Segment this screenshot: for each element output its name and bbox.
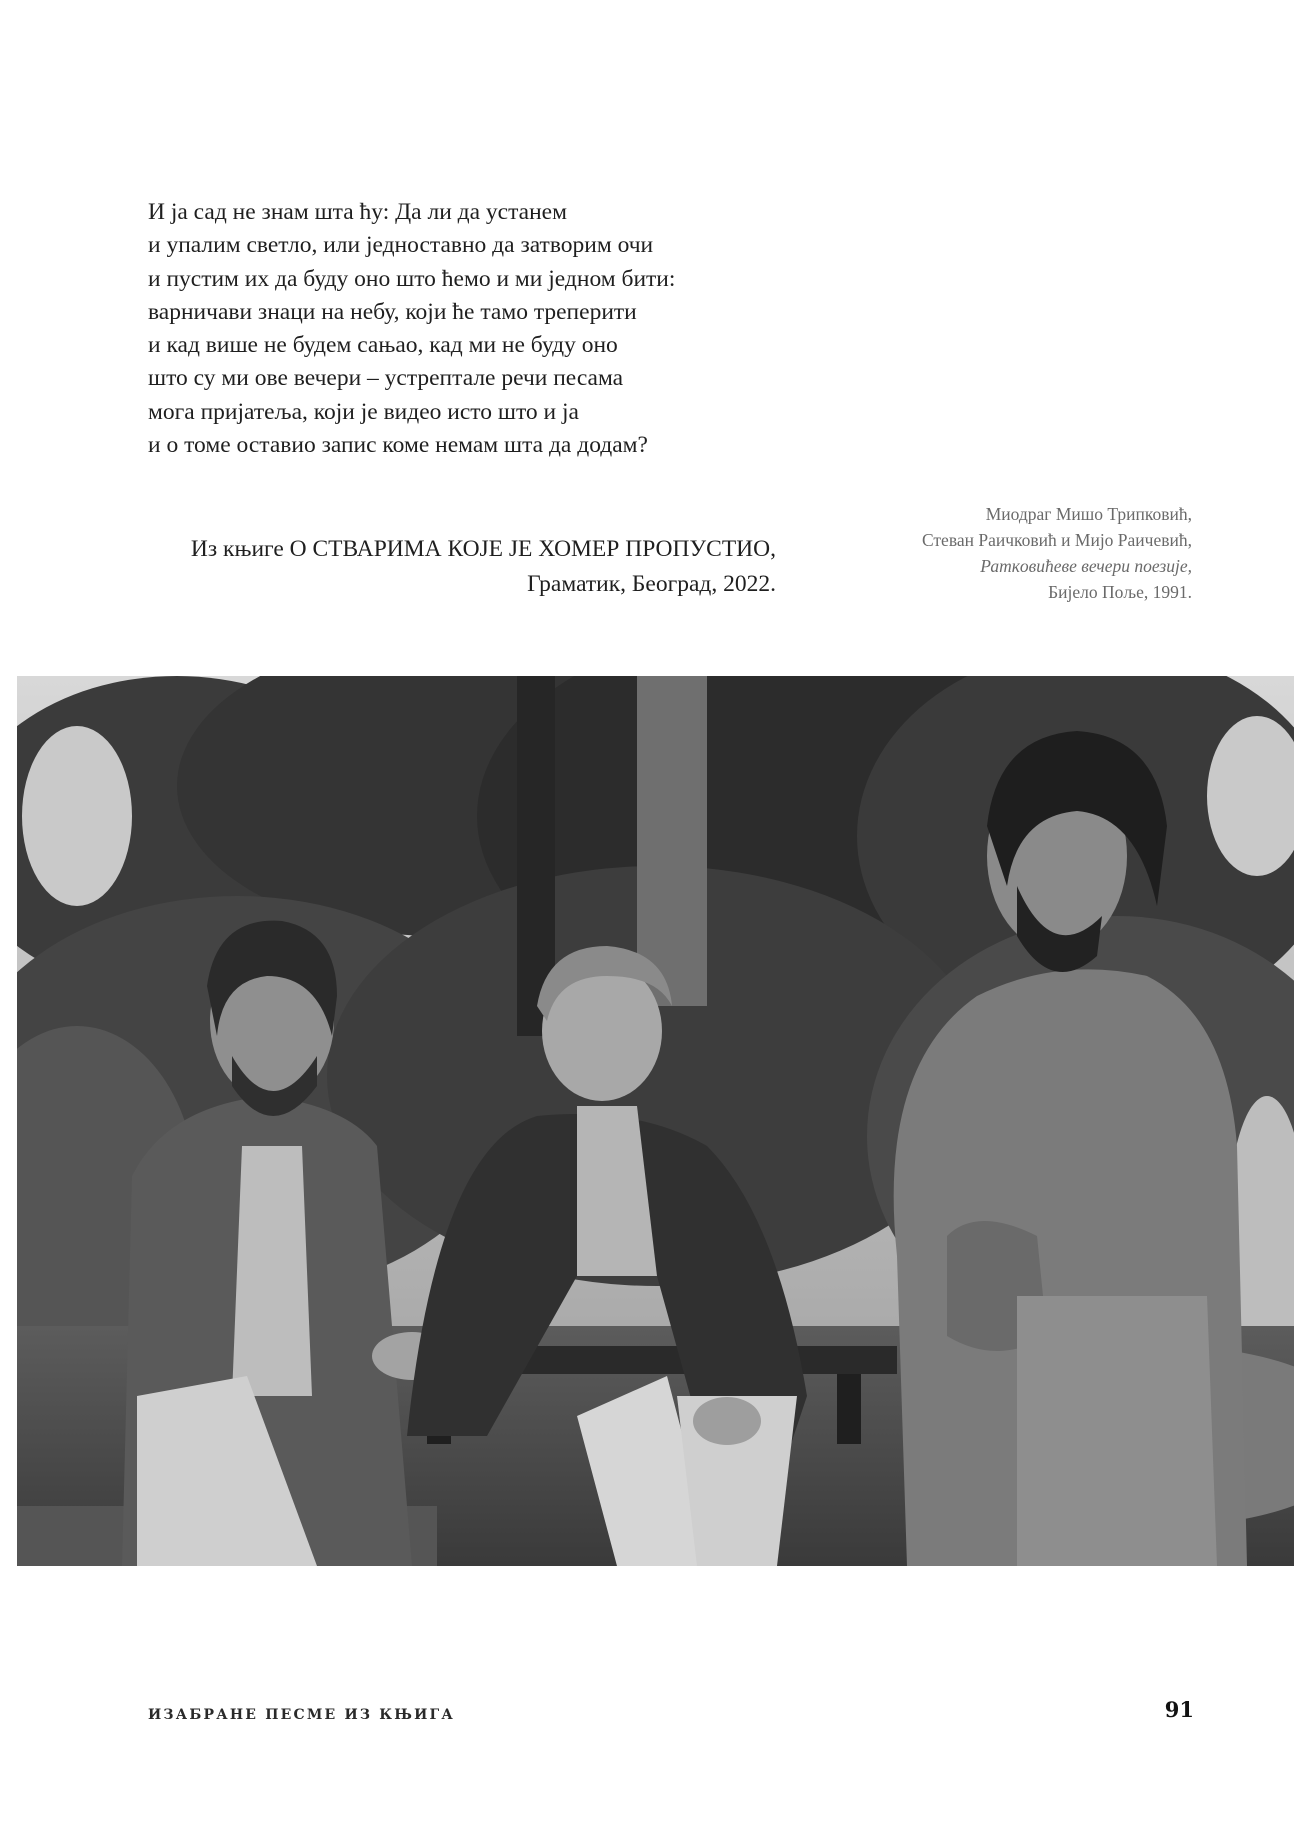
poem-line: И ја сад не знам шта ћу: Да ли да устанем xyxy=(148,199,567,225)
tree-trunk xyxy=(637,676,707,1006)
poem-line: и пустим их да буду оно што ћемо и ми једном бити: xyxy=(148,265,676,292)
poem-line: и кад више не будем сањао, кад ми не буду оно xyxy=(148,332,618,359)
caption-persons-2-3: Стеван Раичковић и Мијо Раичевић, xyxy=(921,530,1192,550)
caption-place-year: Бијело Поље, 1991. xyxy=(1048,582,1192,602)
caption-person-1: Миодраг Мишо Трипковић, xyxy=(985,504,1192,524)
poem-line: варничави знаци на небу, који ће тамо треперити xyxy=(148,298,637,325)
photo-caption xyxy=(820,501,1192,605)
running-footer-title: ИЗАБРАНЕ ПЕСМЕ ИЗ КЊИГА xyxy=(148,1707,455,1723)
bench-leg xyxy=(837,1374,861,1444)
source-citation xyxy=(120,532,776,602)
poem-stanza xyxy=(148,196,768,462)
poem-line: и упалим светло, или једноставно да затворим очи xyxy=(148,232,654,259)
source-book-title: Из књиге О СТВАРИМА КОЈЕ ЈЕ ХОМЕР ПРОПУСТИО, xyxy=(190,536,776,562)
page-number: 91 xyxy=(1164,1697,1194,1722)
poem-line: и о томе оставио запис коме немам шта да додам? xyxy=(148,432,648,459)
source-publisher: Граматик, Београд, 2022. xyxy=(527,571,776,597)
photograph xyxy=(17,676,1294,1566)
poem-line: што су ми ове вечери – устрептале речи песама xyxy=(148,365,624,392)
poem-line: мога пријатеља, који је видео исто што и ја xyxy=(148,398,579,425)
caption-event: Раткoвићеве вечери поезије, xyxy=(980,556,1192,576)
